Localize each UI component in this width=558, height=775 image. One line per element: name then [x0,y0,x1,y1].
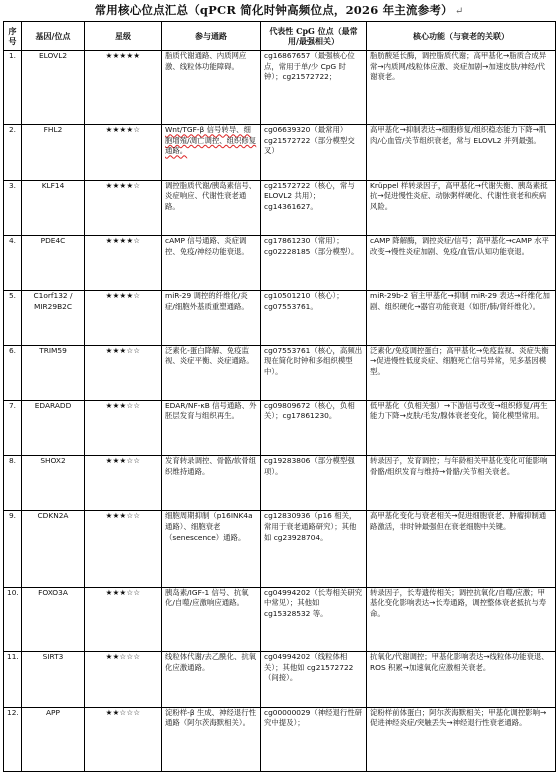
header-cpg: 代表性 CpG 位点（最常用/最强相关） [261,22,367,51]
row-idx: 1. [4,51,22,125]
row-cpg: cg07553761（核心，高频出现在简化时钟和多组织模型中）。 [261,345,367,400]
header-row [4,22,556,51]
row-gene: SIRT3 [22,652,85,707]
row-func: 脂肪酸延长酶，调控脂质代谢；高甲基化→脂质合成异常→内质网/线粒体应激、炎症加剧→加速皮肤/神经/代谢衰老。 [367,51,556,125]
row-pathway: 细胞周期抑制（p16INK4a 通路）、细胞衰老（senescence）通路。 [162,511,261,587]
row-stars: ★★★☆☆ [85,345,162,400]
table-row [4,51,556,125]
table-row [4,345,556,400]
row-stars: ★★★★☆ [85,125,162,180]
table-row [4,291,556,345]
row-stars: ★★★☆☆ [85,400,162,455]
row-func: 低甲基化（负相关强）→下游信号改变→组织修复/再生能力下降→皮肤/毛发/腺体衰老变化，简化模型常用。 [367,400,556,455]
row-stars: ★★★★★ [85,51,162,125]
table-row [4,456,556,511]
row-pathway: 调控脂质代谢/胰岛素信号、炎症响应、代谢性衰老通路。 [162,180,261,235]
row-cpg: cg17861230（常用）；cg02228185（部分模型）。 [261,236,367,291]
row-pathway: Wnt/TGF-β 信号转导、细胞增殖/凋亡调控、组织修复通路。 [162,125,261,180]
row-gene: CDKN2A [22,511,85,587]
row-func: 转录因子，长寿遗传相关；调控抗氧化/自噬/应激；甲基化变化影响表达→长寿通路，调控整体衰老抵抗与寿命。 [367,587,556,651]
table-row [4,400,556,455]
core-sites-table [3,21,556,772]
row-func: 高甲基化变化与衰老相关→促进细胞衰老、肿瘤抑制通路激活，非时钟最强但在衰老细胞中关键。 [367,511,556,587]
row-cpg: cg00000029（神经退行性研究中提及）； [261,707,367,771]
table-row [4,511,556,587]
row-pathway: 线粒体代谢/去乙酰化、抗氧化应激通路。 [162,652,261,707]
row-pathway: 胰岛素/IGF-1 信号、抗氧化/自噬/应激响应通路。 [162,587,261,651]
row-gene: APP [22,707,85,771]
header-idx: 序号 [4,22,22,51]
table-row [4,180,556,235]
header-func: 核心功能（与衰老的关联） [367,22,556,51]
row-stars: ★★☆☆☆ [85,652,162,707]
header-pathway: 参与通路 [162,22,261,51]
row-gene: KLF14 [22,180,85,235]
row-gene: PDE4C [22,236,85,291]
row-gene: FHL2 [22,125,85,180]
row-idx: 4. [4,236,22,291]
header-gene: 基因/位点 [22,22,85,51]
title-text: 常用核心位点汇总（qPCR 简化时钟高频位点，2026 年主流参考） [94,3,453,17]
row-idx: 7. [4,400,22,455]
row-pathway: EDAR/NF-κB 信号通路、外胚层发育与组织再生。 [162,400,261,455]
row-func: 转录因子，发育调控；与年龄相关甲基化变化可能影响骨骼/组织发育与维持→骨骼/关节相关衰老。 [367,456,556,511]
document-title [0,0,558,20]
row-idx: 2. [4,125,22,180]
row-stars: ★★★★☆ [85,236,162,291]
row-pathway: miR-29 调控的纤维化/炎症/细胞外基质重塑通路。 [162,291,261,345]
table-row [4,707,556,771]
row-pathway: 泛素化-蛋白降解、免疫监视、炎症平衡、炎症通路。 [162,345,261,400]
row-func: miR-29b-2 宿主甲基化→抑制 miR-29 表达→纤维化加剧、组织硬化→器官功能衰退（如肝/肺/肾纤维化）。 [367,291,556,345]
paragraph-return-icon: ↵ [454,6,464,17]
row-cpg: cg09809672（核心，负相关）；cg17861230。 [261,400,367,455]
row-idx: 6. [4,345,22,400]
row-cpg: cg19283806（部分模型强项）。 [261,456,367,511]
row-cpg: cg04994202（线粒体相关）；其他如 cg21572722（间接）。 [261,652,367,707]
table-row [4,125,556,180]
row-idx: 9. [4,511,22,587]
row-stars: ★★★☆☆ [85,587,162,651]
row-idx: 5. [4,291,22,345]
row-stars: ★★★☆☆ [85,456,162,511]
row-idx: 3. [4,180,22,235]
row-idx: 11. [4,652,22,707]
table-row [4,236,556,291]
row-gene: ELOVL2 [22,51,85,125]
row-idx: 10. [4,587,22,651]
row-func: cAMP 降解酶，调控炎症/信号；高甲基化→cAMP 水平改变→慢性炎症加剧、免疫/血管/认知功能衰退。 [367,236,556,291]
row-pathway: 发育转录调控、骨骼/软骨组织维持通路。 [162,456,261,511]
row-idx: 12. [4,707,22,771]
row-gene: FOXO3A [22,587,85,651]
row-cpg: cg12830936（p16 相关，常用于衰老通路研究）；其他如 cg23928704。 [261,511,367,587]
row-func: 淀粉样前体蛋白；阿尔茨海默相关；甲基化调控影响→促进神经炎症/突触丢失→神经退行性衰老通路。 [367,707,556,771]
row-func: 高甲基化→抑制表达→细胞修复/组织稳态能力下降→肌肉/心血管/关节组织衰老，常与 ELOVL2 并列最强。 [367,125,556,180]
row-func: 抗氧化/代谢调控；甲基化影响表达→线粒体功能衰退、ROS 积累→加速氧化应激相关衰老。 [367,652,556,707]
row-pathway: 脂质代谢通路、内质网应激、线粒体功能障碍。 [162,51,261,125]
row-stars: ★★★★☆ [85,180,162,235]
row-func: 泛素化/免疫调控蛋白；高甲基化→免疫监视、炎症失衡→促进慢性低度炎症、细胞死亡信号异常，见多基因模型。 [367,345,556,400]
row-cpg: cg16867657（最强核心位点，常用于单/少 CpG 时钟）；cg21572722； [261,51,367,125]
row-gene: EDARADD [22,400,85,455]
header-stars: 星级 [85,22,162,51]
row-stars: ★★☆☆☆ [85,707,162,771]
row-gene: SHOX2 [22,456,85,511]
table-row [4,587,556,651]
row-func: Krüppel 样转录因子，高甲基化→代谢失衡、胰岛素抵抗→促进慢性炎症、动脉粥样硬化、代谢性衰老和疾病风险。 [367,180,556,235]
row-stars: ★★★☆☆ [85,511,162,587]
row-gene: TRIM59 [22,345,85,400]
row-stars: ★★★★☆ [85,291,162,345]
row-pathway: 淀粉样-β 生成、神经退行性通路（阿尔茨海默相关）。 [162,707,261,771]
row-cpg: cg06639320（最常用）cg21572722（部分模型交叉） [261,125,367,180]
table-row [4,652,556,707]
row-idx: 8. [4,456,22,511]
row-pathway: cAMP 信号通路、炎症调控、免疫/神经功能衰退。 [162,236,261,291]
row-gene: C1orf132 / MIR29B2C [22,291,85,345]
row-cpg: cg04994202（长寿相关研究中常见）；其他如 cg15328532 等。 [261,587,367,651]
row-cpg: cg21572722（核心，常与 ELOVL2 共用）；cg14361627。 [261,180,367,235]
row-cpg: cg10501210（核心）；cg07553761。 [261,291,367,345]
